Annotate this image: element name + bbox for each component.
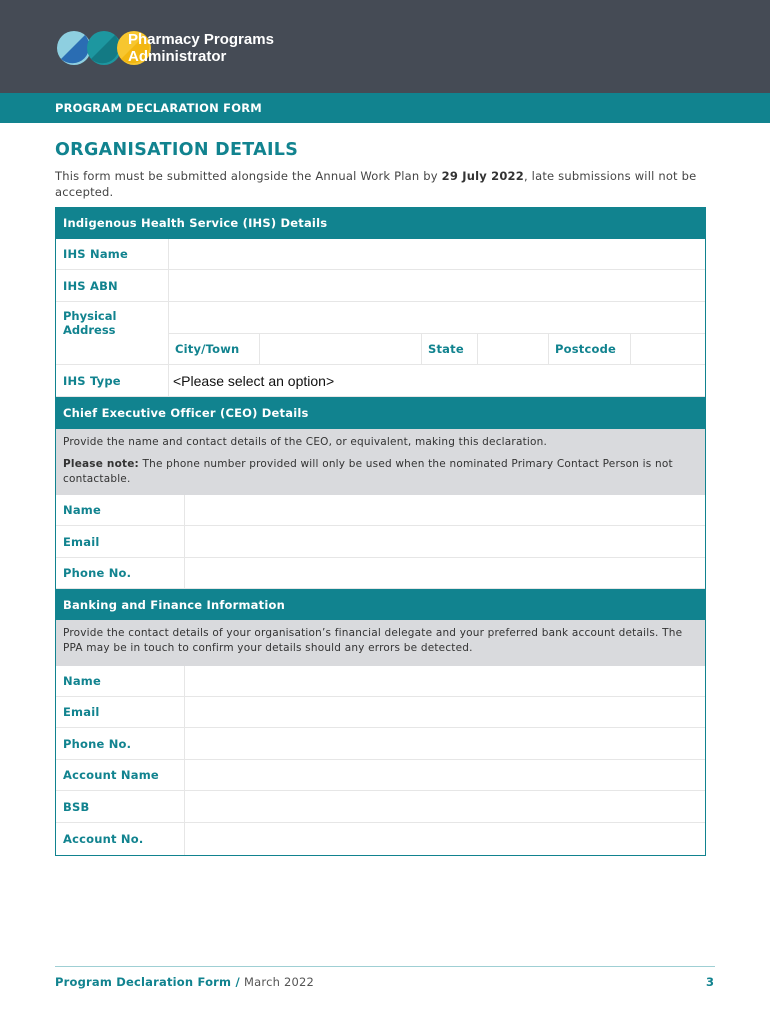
- ceo-note: [56, 429, 705, 495]
- ceo-phone-field[interactable]: [185, 558, 705, 588]
- bsb-label: BSB: [56, 791, 185, 822]
- physical-address-row: [56, 302, 705, 365]
- account-name-row: [56, 760, 705, 791]
- page-number: 3: [706, 975, 715, 989]
- city-field[interactable]: [260, 334, 422, 364]
- ceo-name-field[interactable]: [185, 495, 705, 525]
- ceo-section-header: Chief Executive Officer (CEO) Details: [56, 397, 705, 429]
- physical-address-fields: [169, 302, 705, 364]
- intro-text: [55, 168, 705, 200]
- footer-date: March 2022: [244, 975, 315, 989]
- page-header: [0, 0, 770, 93]
- postcode-label: Postcode: [549, 334, 631, 364]
- form-title: PROGRAM DECLARATION FORM: [55, 101, 262, 115]
- banking-section-header: Banking and Finance Information: [56, 589, 705, 620]
- ceo-phone-row: [56, 558, 705, 589]
- ceo-note-text: Provide the name and contact details of the CEO, or equivalent, making this declaration.: [63, 436, 548, 448]
- postcode-field[interactable]: [631, 334, 705, 364]
- ceo-email-row: [56, 526, 705, 558]
- ceo-email-field[interactable]: [185, 526, 705, 557]
- ceo-note-warning-label: Please note:: [63, 458, 139, 470]
- ceo-name-row: [56, 495, 705, 526]
- ihs-abn-label: IHS ABN: [56, 270, 169, 301]
- address-details-row: [169, 334, 705, 364]
- physical-address-label: Physical Address: [56, 302, 169, 364]
- ihs-type-select[interactable]: <Please select an option>: [173, 372, 335, 389]
- ihs-type-row: [56, 365, 705, 397]
- account-name-label: Account Name: [56, 760, 185, 790]
- intro-deadline: 29 July 2022: [441, 169, 524, 183]
- finance-name-row: [56, 666, 705, 697]
- ihs-name-field[interactable]: [169, 239, 705, 269]
- account-no-row: [56, 823, 705, 855]
- logo-text: [128, 31, 274, 65]
- ihs-name-row: [56, 239, 705, 270]
- banking-note-text: Provide the contact details of your organisation’s financial delegate and your preferred bank account details. The PPA may be in touch to confirm your details should any errors be detected.: [63, 627, 683, 654]
- footer-form-name: Program Declaration Form: [55, 975, 232, 989]
- finance-email-label: Email: [56, 697, 185, 727]
- logo-line-2: Administrator: [128, 48, 227, 65]
- ihs-section-header: Indigenous Health Service (IHS) Details: [56, 207, 705, 239]
- footer-separator: /: [231, 975, 245, 989]
- finance-name-field[interactable]: [185, 666, 705, 696]
- banking-note: [56, 620, 705, 666]
- intro-before: This form must be submitted alongside the Annual Work Plan by: [55, 169, 442, 183]
- footer-title: [55, 975, 314, 989]
- ihs-name-label: IHS Name: [56, 239, 169, 269]
- finance-phone-label: Phone No.: [56, 728, 185, 759]
- finance-email-row: [56, 697, 705, 728]
- ceo-note-warning-text: The phone number provided will only be used when the nominated Primary Contact Person is not contactable.: [63, 458, 673, 485]
- organisation-form: [55, 207, 706, 856]
- account-no-label: Account No.: [56, 823, 185, 855]
- finance-phone-row: [56, 728, 705, 760]
- finance-email-field[interactable]: [185, 697, 705, 727]
- bsb-row: [56, 791, 705, 823]
- form-title-bar: [0, 93, 770, 123]
- footer-divider: [55, 966, 715, 967]
- logo-line-1: Pharmacy Programs: [128, 31, 274, 48]
- ihs-abn-field[interactable]: [169, 270, 705, 301]
- ceo-phone-label: Phone No.: [56, 558, 185, 588]
- ceo-note-warning: [63, 457, 698, 487]
- ceo-name-label: Name: [56, 495, 185, 525]
- finance-name-label: Name: [56, 666, 185, 696]
- account-name-field[interactable]: [185, 760, 705, 790]
- bsb-field[interactable]: [185, 791, 705, 822]
- account-no-field[interactable]: [185, 823, 705, 855]
- finance-phone-field[interactable]: [185, 728, 705, 759]
- state-label: State: [422, 334, 478, 364]
- ceo-email-label: Email: [56, 526, 185, 557]
- ihs-type-label: IHS Type: [56, 365, 169, 396]
- street-address-field[interactable]: [169, 302, 705, 334]
- ihs-abn-row: [56, 270, 705, 302]
- section-heading: ORGANISATION DETAILS: [55, 140, 299, 160]
- state-field[interactable]: [478, 334, 549, 364]
- intro-after: , late submissions will not be accepted.: [55, 169, 697, 199]
- city-label: City/Town: [169, 334, 260, 364]
